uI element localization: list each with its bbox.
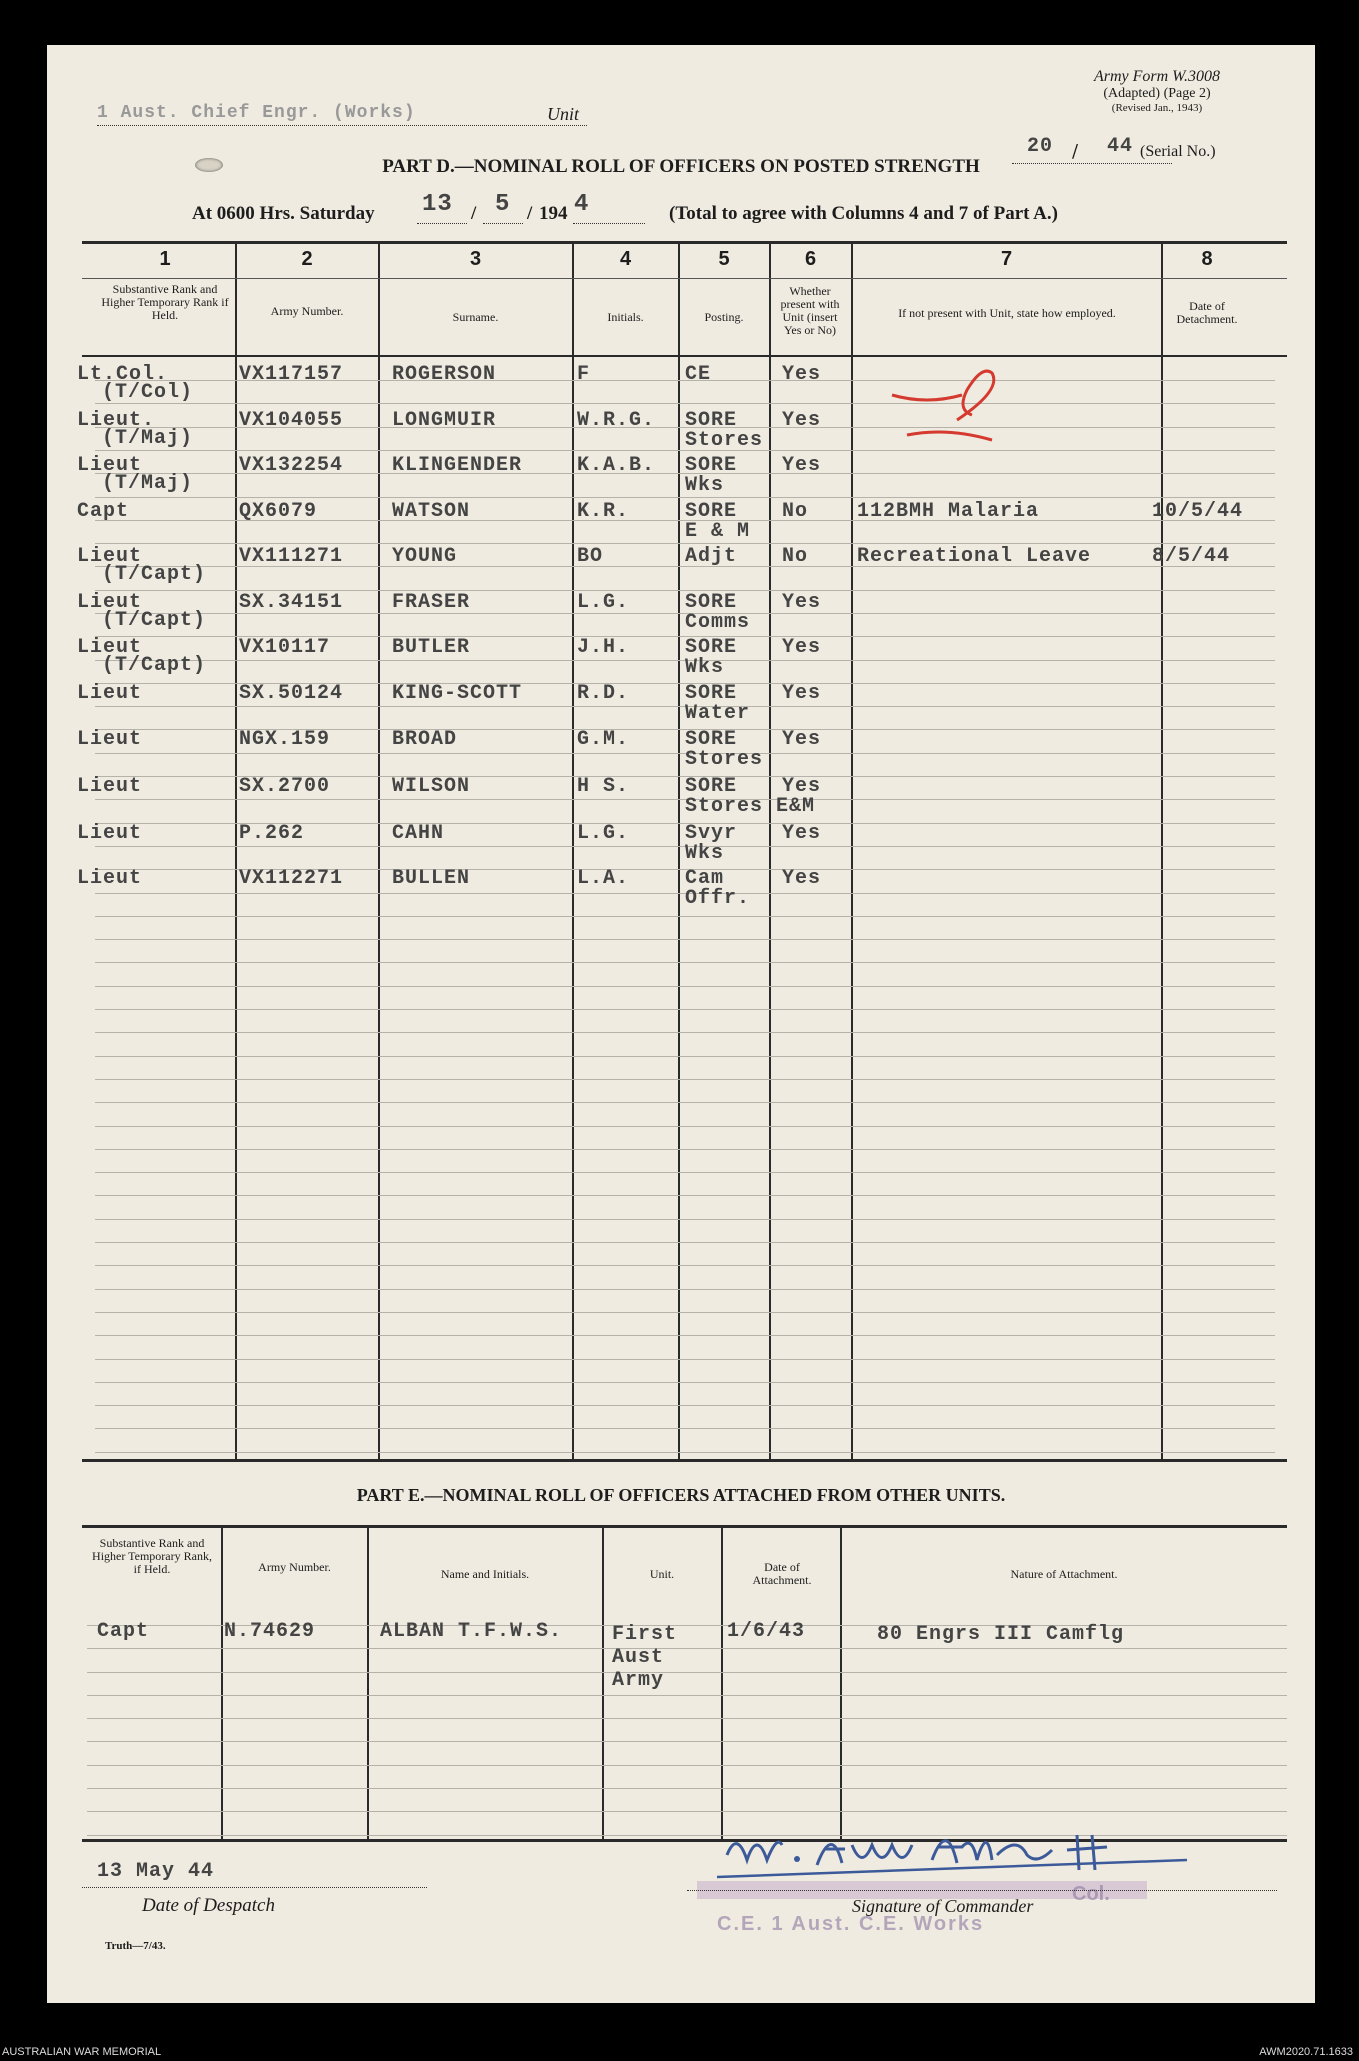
- ruled-line: [95, 1009, 1275, 1010]
- col-num-8: 8: [1201, 248, 1213, 270]
- col-head-1: Substantive Rank and Higher Temporary Rank if Held.: [101, 282, 229, 322]
- ruled-line: [95, 1242, 1275, 1243]
- row-posting: Cam: [685, 867, 725, 890]
- ruled-line: [95, 1079, 1275, 1080]
- row-rank: Capt: [77, 500, 130, 523]
- row-temp-rank: (T/Col): [102, 381, 194, 404]
- ruled-line: [95, 1359, 1275, 1360]
- e-name: ALBAN T.F.W.S.: [380, 1620, 563, 1643]
- col-num-6: 6: [804, 248, 817, 270]
- row-present: Yes: [782, 454, 822, 477]
- col-head-6: Whether present with Unit (insert Yes or No): [780, 284, 840, 337]
- row-surname: KLINGENDER: [392, 454, 523, 477]
- row-army-number: VX112271: [239, 867, 344, 890]
- col-num-rule: [82, 278, 1287, 279]
- row-army-number: VX132254: [239, 454, 344, 477]
- row-surname: BULLEN: [392, 867, 471, 890]
- form-page: [47, 45, 1315, 2003]
- row-present: Yes: [782, 822, 822, 845]
- date-year-prefix: 194: [539, 203, 568, 224]
- row-posting-detail: Stores: [685, 748, 764, 771]
- row-rank: Lieut: [77, 728, 143, 751]
- ruled-line: [95, 939, 1275, 940]
- form-revised: (Revised Jan., 1943): [1111, 102, 1203, 114]
- ruled-line: [95, 916, 1275, 917]
- row-posting-detail: Wks: [685, 656, 725, 679]
- row-army-number: VX111271: [239, 545, 344, 568]
- row-employed: Recreational Leave: [857, 545, 1092, 568]
- row-present: Yes: [782, 728, 822, 751]
- row-posting-detail: Offr.: [685, 887, 751, 910]
- date-slash-2: /: [527, 203, 533, 224]
- row-initials: G.M.: [577, 728, 630, 751]
- row-temp-rank: (T/Capt): [102, 563, 207, 586]
- unit-value: 1 Aust. Chief Engr. (Works): [97, 103, 587, 126]
- e-rank: Capt: [97, 1620, 150, 1643]
- row-present: Yes: [782, 591, 822, 614]
- ruled-line: [95, 543, 1275, 544]
- row-surname: FRASER: [392, 591, 471, 614]
- row-temp-rank: (T/Maj): [102, 427, 194, 450]
- row-temp-rank: (T/Capt): [102, 654, 207, 677]
- e-unit-3: Army: [612, 1669, 665, 1692]
- row-posting-detail: Water: [685, 702, 751, 725]
- row-present: Yes: [782, 409, 822, 432]
- row-initials: W.R.G.: [577, 409, 656, 432]
- col-num-3: 3: [469, 248, 482, 270]
- row-army-number: VX10117: [239, 636, 331, 659]
- ruled-line: [95, 1382, 1275, 1383]
- form-id: Army Form W.3008: [1093, 68, 1221, 85]
- ruled-line: [95, 962, 1275, 963]
- unit-label: Unit: [547, 104, 580, 124]
- despatch-label: Date of Despatch: [142, 1895, 275, 1916]
- row-initials: K.A.B.: [577, 454, 656, 477]
- row-rank: Lieut: [77, 545, 143, 568]
- row-surname: WATSON: [392, 500, 471, 523]
- row-rank: Lieut: [77, 775, 143, 798]
- row-surname: ROGERSON: [392, 363, 497, 386]
- part-d-bottom-rule: [82, 1459, 1287, 1462]
- row-posting: SORE: [685, 636, 738, 659]
- row-present: No: [782, 500, 809, 523]
- row-present: Yes: [782, 636, 822, 659]
- archive-left: AUSTRALIAN WAR MEMORIAL: [2, 2046, 162, 2058]
- row-posting: SORE: [685, 728, 738, 751]
- commander-signature: [707, 1815, 1227, 1905]
- row-posting: SORE: [685, 591, 738, 614]
- row-detachment-date: 8/5/44: [1152, 545, 1231, 568]
- row-army-number: P.262: [239, 822, 305, 845]
- e-col-divider-1: [221, 1528, 223, 1839]
- e-col-head-2: Army Number.: [258, 1560, 331, 1574]
- row-initials: H S.: [577, 775, 630, 798]
- row-initials: F: [577, 363, 591, 386]
- col-num-1: 1: [159, 248, 171, 270]
- ruled-line: [95, 1032, 1275, 1033]
- despatch-date: 13 May 44: [97, 1860, 215, 1883]
- serial-label: (Serial No.): [1140, 143, 1216, 160]
- ruled-line: [95, 1219, 1275, 1220]
- part-e-top-rule: [82, 1525, 1287, 1528]
- row-detachment-date: 10/5/44: [1152, 500, 1244, 523]
- row-surname: BUTLER: [392, 636, 471, 659]
- ruled-line: [95, 1289, 1275, 1290]
- part-d-top-rule: [82, 241, 1287, 244]
- row-initials: L.A.: [577, 867, 630, 890]
- ruled-line: [87, 1672, 1287, 1673]
- part-e-title: PART E.—NOMINAL ROLL OF OFFICERS ATTACHED FROM OTHER UNITS.: [356, 1485, 1006, 1505]
- e-number: N.74629: [224, 1620, 316, 1643]
- row-surname: LONGMUIR: [392, 409, 497, 432]
- e-nature: 80 Engrs III Camflg: [877, 1623, 1125, 1646]
- row-present: Yes: [782, 867, 822, 890]
- col-head-3: Surname.: [452, 310, 499, 324]
- row-rank: Lieut: [77, 636, 143, 659]
- ruled-line: [95, 1335, 1275, 1336]
- row-posting: SORE: [685, 682, 738, 705]
- row-posting-detail: Stores E&M: [685, 795, 816, 818]
- date-slash-1: /: [471, 203, 477, 224]
- row-army-number: VX117157: [239, 363, 344, 386]
- printer-mark: Truth—7/43.: [105, 1940, 166, 1952]
- archive-right: AWM2020.71.1633: [1259, 2046, 1353, 2058]
- header-bottom-rule: [82, 355, 1287, 357]
- despatch-line: [82, 1867, 427, 1888]
- at-hours-label: At 0600 Hrs. Saturday: [192, 203, 375, 224]
- row-army-number: QX6079: [239, 500, 318, 523]
- col-head-4: Initials.: [607, 310, 644, 324]
- total-note: (Total to agree with Columns 4 and 7 of Part A.): [669, 203, 1058, 224]
- ruled-line: [87, 1811, 1287, 1812]
- e-col-head-6: Nature of Attachment.: [1010, 1567, 1118, 1581]
- row-army-number: VX104055: [239, 409, 344, 432]
- date-year-digit: 4: [574, 191, 590, 218]
- row-rank: Lt.Col.: [77, 363, 169, 386]
- row-surname: YOUNG: [392, 545, 458, 568]
- e-unit: First: [612, 1623, 678, 1646]
- col-head-7: If not present with Unit, state how employed.: [898, 306, 1116, 320]
- col-num-7: 7: [1000, 248, 1013, 270]
- row-rank: Lieut.: [77, 409, 156, 432]
- ruled-line: [87, 1695, 1287, 1696]
- e-col-head-3: Name and Initials.: [440, 1567, 530, 1581]
- row-posting-detail: Comms: [685, 611, 751, 634]
- row-temp-rank: (T/Capt): [102, 609, 207, 632]
- col-head-2: Army Number.: [270, 304, 344, 318]
- e-date: 1/6/43: [727, 1620, 806, 1643]
- ruled-line: [87, 1741, 1287, 1742]
- row-rank: Lieut: [77, 822, 143, 845]
- row-posting: CE: [685, 363, 712, 386]
- serial-suffix: 44: [1107, 135, 1134, 158]
- date-day: 13: [422, 191, 453, 218]
- row-surname: BROAD: [392, 728, 458, 751]
- row-rank: Lieut: [77, 454, 143, 477]
- row-initials: BO: [577, 545, 604, 568]
- row-posting: SORE: [685, 500, 738, 523]
- row-initials: J.H.: [577, 636, 630, 659]
- ruled-line: [87, 1718, 1287, 1719]
- ruled-line: [95, 1265, 1275, 1266]
- row-army-number: SX.50124: [239, 682, 344, 705]
- ruled-line: [95, 986, 1275, 987]
- row-posting: SORE: [685, 775, 738, 798]
- row-posting: Adjt: [685, 545, 738, 568]
- date-month: 5: [495, 191, 511, 218]
- row-rank: Lieut: [77, 591, 143, 614]
- row-surname: KING-SCOTT: [392, 682, 523, 705]
- col-num-5: 5: [718, 248, 730, 270]
- row-surname: WILSON: [392, 775, 471, 798]
- row-initials: K.R.: [577, 500, 630, 523]
- row-posting: SORE: [685, 454, 738, 477]
- row-posting: Svyr: [685, 822, 738, 845]
- ruled-line: [95, 1102, 1275, 1103]
- col-head-5: Posting.: [704, 310, 744, 324]
- row-posting-detail: Wks: [685, 842, 725, 865]
- ruled-line: [87, 1648, 1287, 1649]
- ruled-line: [95, 497, 1275, 498]
- row-posting-detail: E & M: [685, 520, 751, 543]
- row-initials: L.G.: [577, 591, 630, 614]
- e-unit-2: Aust: [612, 1646, 665, 1669]
- stamp-text: C.E. 1 Aust. C.E. Works: [717, 1913, 985, 1935]
- e-col-head-5: Date of Attachment.: [752, 1560, 812, 1587]
- row-army-number: SX.2700: [239, 775, 331, 798]
- ruled-line: [95, 1172, 1275, 1173]
- ruled-line: [95, 1428, 1275, 1429]
- row-rank: Lieut: [77, 682, 143, 705]
- col-num-4: 4: [619, 248, 632, 270]
- row-initials: R.D.: [577, 682, 630, 705]
- ruled-line: [95, 1195, 1275, 1196]
- row-rank: Lieut: [77, 867, 143, 890]
- row-present: Yes: [782, 775, 822, 798]
- stamp-col: Col.: [1072, 1883, 1110, 1905]
- e-col-divider-4: [721, 1528, 723, 1839]
- row-posting: SORE: [685, 409, 738, 432]
- red-check-mark: [887, 365, 1017, 445]
- signature-label: Signature of Commander: [852, 1896, 1034, 1916]
- serial-slash: /: [1072, 141, 1079, 162]
- row-employed: 112BMH Malaria: [857, 500, 1040, 523]
- ruled-line: [95, 1405, 1275, 1406]
- col-head-8: Date of Detachment.: [1176, 299, 1238, 326]
- ruled-line: [87, 1765, 1287, 1766]
- ruled-line: [95, 1312, 1275, 1313]
- ruled-line: [87, 1788, 1287, 1789]
- part-d-title: PART D.—NOMINAL ROLL OF OFFICERS ON POSTED STRENGTH: [382, 156, 980, 177]
- row-present: No: [782, 545, 809, 568]
- row-posting-detail: Stores: [685, 429, 764, 452]
- ruled-line: [95, 1056, 1275, 1057]
- row-army-number: SX.34151: [239, 591, 344, 614]
- row-army-number: NGX.159: [239, 728, 331, 751]
- ruled-line: [95, 1126, 1275, 1127]
- row-initials: L.G.: [577, 822, 630, 845]
- row-posting-detail: Wks: [685, 474, 725, 497]
- col-num-2: 2: [301, 248, 313, 270]
- ruled-line: [95, 1452, 1275, 1453]
- row-temp-rank: (T/Maj): [102, 472, 194, 495]
- row-present: Yes: [782, 363, 822, 386]
- row-present: Yes: [782, 682, 822, 705]
- row-surname: CAHN: [392, 822, 445, 845]
- form-adapted: (Adapted) (Page 2): [1103, 86, 1211, 101]
- e-col-head-1: Substantive Rank and Higher Temporary Rank, if Held.: [92, 1536, 212, 1576]
- e-col-head-4: Unit.: [649, 1567, 675, 1581]
- ruled-line: [95, 403, 1275, 404]
- serial-prefix: 20: [1027, 135, 1054, 158]
- ruled-line: [95, 1149, 1275, 1150]
